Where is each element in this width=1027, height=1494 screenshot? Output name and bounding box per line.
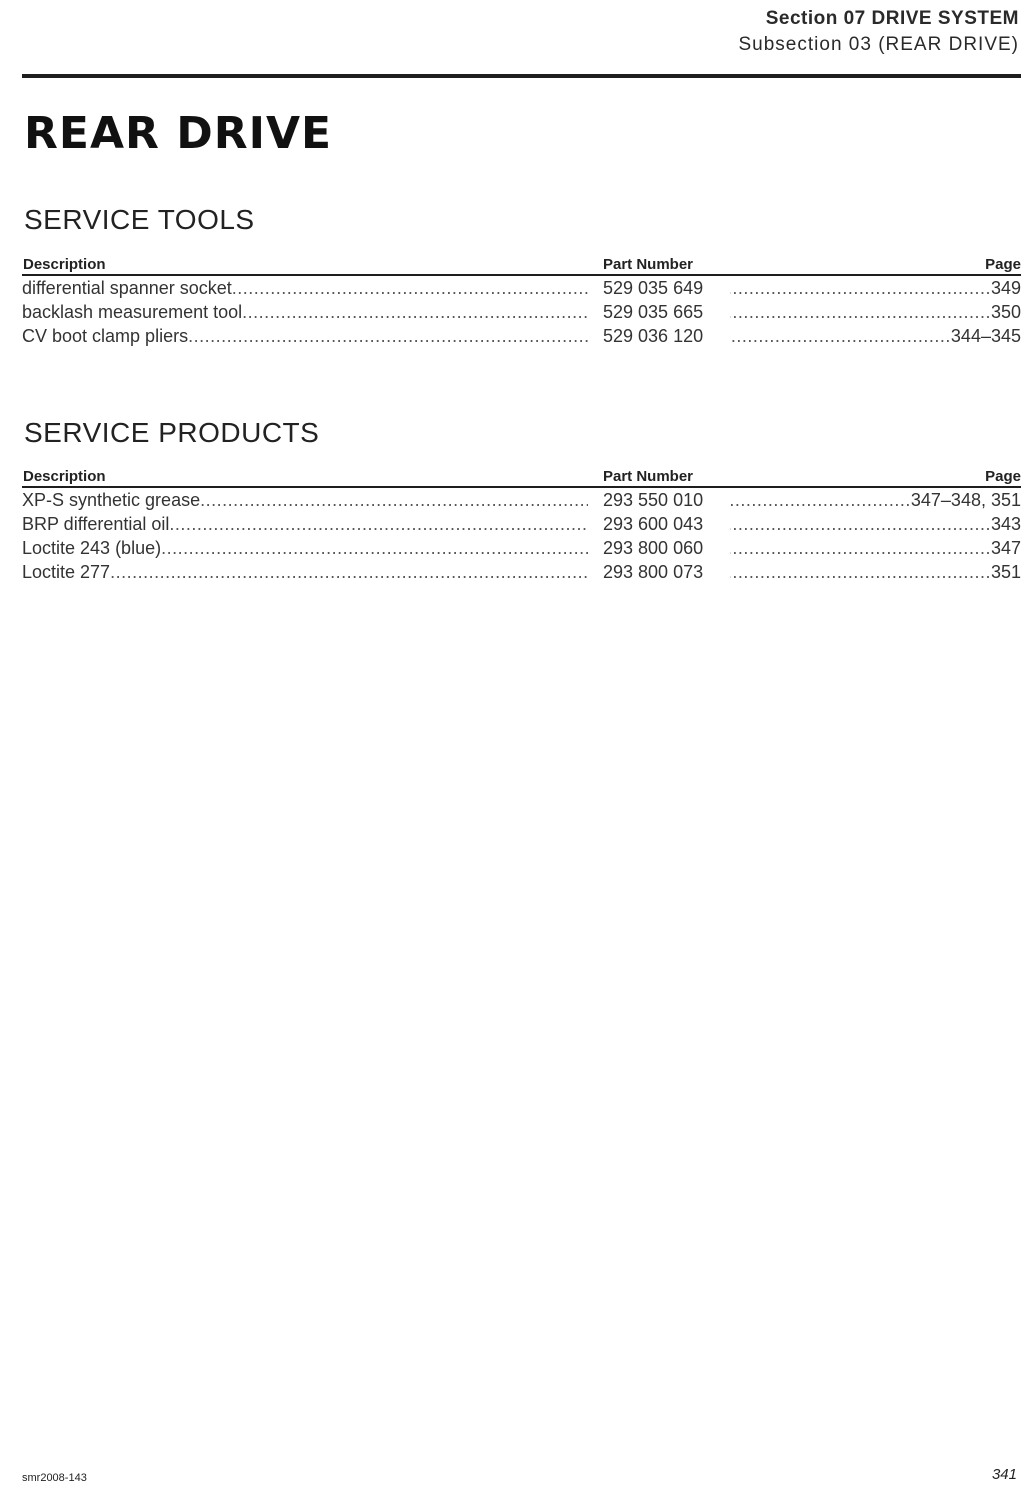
- dot-leader: [730, 536, 991, 560]
- tool-part-number: 529 035 649: [603, 278, 704, 298]
- column-header-description: Description: [23, 256, 106, 273]
- product-description: BRP differential oil: [22, 514, 170, 534]
- product-description: Loctite 277: [22, 562, 111, 582]
- table-row: [22, 536, 1021, 560]
- running-header: [739, 6, 1020, 58]
- dot-leader: [730, 512, 991, 536]
- document-code: smr2008-143: [22, 1472, 87, 1484]
- dot-leader: [730, 276, 991, 300]
- table-row: [22, 488, 1021, 512]
- product-page-ref: 343: [990, 514, 1021, 534]
- subsection-label: Subsection 03 (REAR DRIVE): [738, 34, 1019, 55]
- tool-description: CV boot clamp pliers: [22, 326, 189, 346]
- dot-leader: [110, 560, 588, 584]
- service-products-table: [22, 466, 1021, 584]
- table-header: [22, 254, 1021, 276]
- product-description: XP-S synthetic grease: [22, 490, 201, 510]
- page-number: 341: [991, 1466, 1017, 1483]
- product-part-number: 293 600 043: [603, 514, 704, 534]
- dot-leader: [730, 300, 991, 324]
- tool-description: differential spanner socket: [22, 278, 232, 298]
- service-tools-table: [22, 254, 1021, 348]
- dot-leader: [200, 488, 588, 512]
- column-header-part-number: Part Number: [603, 468, 694, 485]
- tool-page-ref: 349: [990, 278, 1021, 298]
- page-title: REAR DRIVE: [24, 108, 333, 159]
- product-part-number: 293 800 060: [603, 538, 704, 558]
- tool-page-ref: 344–345: [950, 326, 1021, 346]
- column-header-page: Page: [985, 256, 1021, 273]
- table-row: [22, 560, 1021, 584]
- tool-part-number: 529 035 665: [603, 302, 704, 322]
- product-part-number: 293 800 073: [603, 562, 704, 582]
- product-description: Loctite 243 (blue): [22, 538, 162, 558]
- column-header-page: Page: [985, 468, 1021, 485]
- service-tools-heading: SERVICE TOOLS: [24, 204, 255, 235]
- dot-leader: [242, 300, 588, 324]
- table-row: [22, 512, 1021, 536]
- tool-description: backlash measurement tool: [22, 302, 243, 322]
- header-divider: [22, 74, 1021, 78]
- section-label: Section 07 DRIVE SYSTEM: [765, 8, 1019, 29]
- tool-part-number: 529 036 120: [603, 326, 704, 346]
- table-row: [22, 276, 1021, 300]
- service-products-heading: SERVICE PRODUCTS: [24, 417, 320, 448]
- table-row: [22, 324, 1021, 348]
- dot-leader: [730, 488, 911, 512]
- product-part-number: 293 550 010: [603, 490, 704, 510]
- product-page-ref: 347: [990, 538, 1021, 558]
- column-header-part-number: Part Number: [603, 256, 694, 273]
- column-header-description: Description: [23, 468, 106, 485]
- tool-page-ref: 350: [990, 302, 1021, 322]
- product-page-ref: 347–348, 351: [910, 490, 1021, 510]
- table-row: [22, 300, 1021, 324]
- dot-leader: [188, 324, 588, 348]
- dot-leader: [232, 276, 588, 300]
- dot-leader: [730, 324, 951, 348]
- dot-leader: [730, 560, 991, 584]
- dot-leader: [169, 512, 588, 536]
- table-header: [22, 466, 1021, 488]
- product-page-ref: 351: [990, 562, 1021, 582]
- dot-leader: [161, 536, 588, 560]
